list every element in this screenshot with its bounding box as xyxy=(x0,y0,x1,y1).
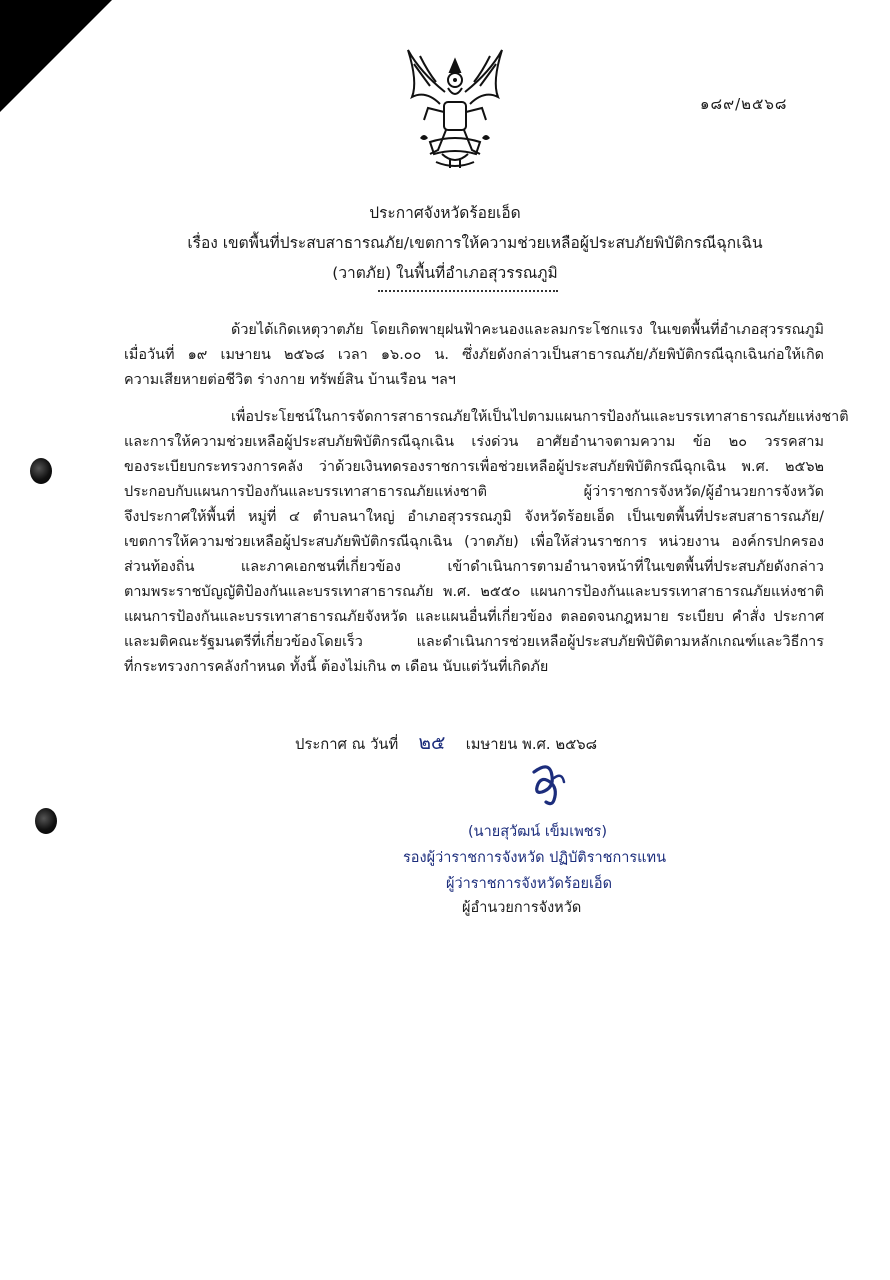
paragraph-line: ส่วนท้องถิ่น และภาคเอกชนที่เกี่ยวข้อง เข้าดำเนินการตามอำนาจหน้าที่ในเขตพื้นที่ประสบภัยดังกล่าว xyxy=(124,559,824,575)
paragraph-line: ที่กระทรวงการคลังกำหนด ทั้งนี้ ต้องไม่เกิน ๓ เดือน นับแต่วันที่เกิดภัย xyxy=(124,659,549,675)
subject-line-2: (วาตภัย) ในพื้นที่อำเภอสุวรรณภูมิ xyxy=(332,264,558,282)
announce-suffix: เมษายน พ.ศ. ๒๕๖๘ xyxy=(465,736,598,753)
paragraph-line: จึงประกาศให้พื้นที่ หมู่ที่ ๔ ตำบลนาใหญ่ อำเภอสุวรรณภูมิ จังหวัดร้อยเอ็ด เป็นเขตพื้นที่ประสบสาธารณภัย/ xyxy=(124,509,824,525)
paragraph-line: ของระเบียบกระทรวงการคลัง ว่าด้วยเงินทดรองราชการเพื่อช่วยเหลือผู้ประสบภัยพิบัติกรณีฉุกเฉิน พ.ศ. ๒๕๖๒ xyxy=(124,459,824,475)
signatory-position: ผู้อำนวยการจังหวัด xyxy=(462,900,582,916)
paragraph-line: ตามพระราชบัญญัติป้องกันและบรรเทาสาธารณภัย พ.ศ. ๒๕๕๐ แผนการป้องกันและบรรเทาสาธารณภัยแห่งชาติ xyxy=(124,584,824,600)
signatory-position: ผู้ว่าราชการจังหวัดร้อยเอ็ด xyxy=(446,876,613,892)
paragraph-line: และมติคณะรัฐมนตรีที่เกี่ยวข้องโดยเร็ว และดำเนินการช่วยเหลือผู้ประสบภัยพิบัติตามหลักเกณฑ์และวิธีการ xyxy=(124,634,824,650)
announce-day-handwritten: ๒๕ xyxy=(418,732,446,754)
paragraph-line: แผนการป้องกันและบรรเทาสาธารณภัยจังหวัด และแผนอื่นที่เกี่ยวข้อง ตลอดจนกฎหมาย ระเบียบ คำสั่ง ประกาศ xyxy=(124,609,824,625)
punch-hole xyxy=(35,808,57,834)
signatory-position: รองผู้ว่าราชการจังหวัด ปฏิบัติราชการแทน xyxy=(403,850,666,866)
paragraph-line: ประกอบกับแผนการป้องกันและบรรเทาสาธารณภัยแห่งชาติ ผู้ว่าราชการจังหวัด/ผู้อำนวยการจังหวัด xyxy=(124,484,824,500)
paragraph-incident xyxy=(124,318,824,393)
document-number: ๑๘๙/๒๕๖๘ xyxy=(700,95,788,113)
paragraph-line: ด้วยได้เกิดเหตุวาตภัย โดยเกิดพายุฝนฟ้าคะนองและลมกระโชกแรง ในเขตพื้นที่อำเภอสุวรรณภูมิ xyxy=(231,322,824,338)
paragraph-line: เมื่อวันที่ ๑๙ เมษายน ๒๕๖๘ เวลา ๑๖.๐๐ น. ซึ่งภัยดังกล่าวเป็นสาธารณภัย/ภัยพิบัติกรณีฉุกเฉินก่อให้เกิด xyxy=(124,347,824,363)
garuda-emblem-icon xyxy=(400,42,510,172)
paragraph-line: เพื่อประโยชน์ในการจัดการสาธารณภัยให้เป็นไปตามแผนการป้องกันและบรรเทาสาธารณภัยแห่งชาติ xyxy=(231,409,849,425)
punch-hole xyxy=(30,458,52,484)
announce-prefix: ประกาศ ณ วันที่ xyxy=(295,736,399,753)
announcement-title: ประกาศจังหวัดร้อยเอ็ด xyxy=(369,204,521,222)
handwritten-signature xyxy=(524,758,574,808)
announcement-date xyxy=(295,728,597,758)
paragraph-declaration xyxy=(124,405,849,680)
paragraph-line: เขตการให้ความช่วยเหลือผู้ประสบภัยพิบัติกรณีฉุกเฉิน (วาตภัย) เพื่อให้ส่วนราชการ หน่วยงาน องค์กรปกครอง xyxy=(124,534,824,550)
subject-line: เรื่อง เขตพื้นที่ประสบสาธารณภัย/เขตการให้ความช่วยเหลือผู้ประสบภัยพิบัติกรณีฉุกเฉิน xyxy=(187,234,763,252)
signatory-name: (นายสุวัฒน์ เข็มเพชร) xyxy=(468,824,608,840)
paragraph-line: ความเสียหายต่อชีวิต ร่างกาย ทรัพย์สิน บ้านเรือน ฯลฯ xyxy=(124,372,456,388)
dotted-separator xyxy=(378,284,558,292)
scan-corner-shadow xyxy=(0,0,112,112)
paragraph-line: และการให้ความช่วยเหลือผู้ประสบภัยพิบัติกรณีฉุกเฉิน เร่งด่วน อาศัยอำนาจตามความ ข้อ ๒๐ วรรคสาม xyxy=(124,434,824,450)
